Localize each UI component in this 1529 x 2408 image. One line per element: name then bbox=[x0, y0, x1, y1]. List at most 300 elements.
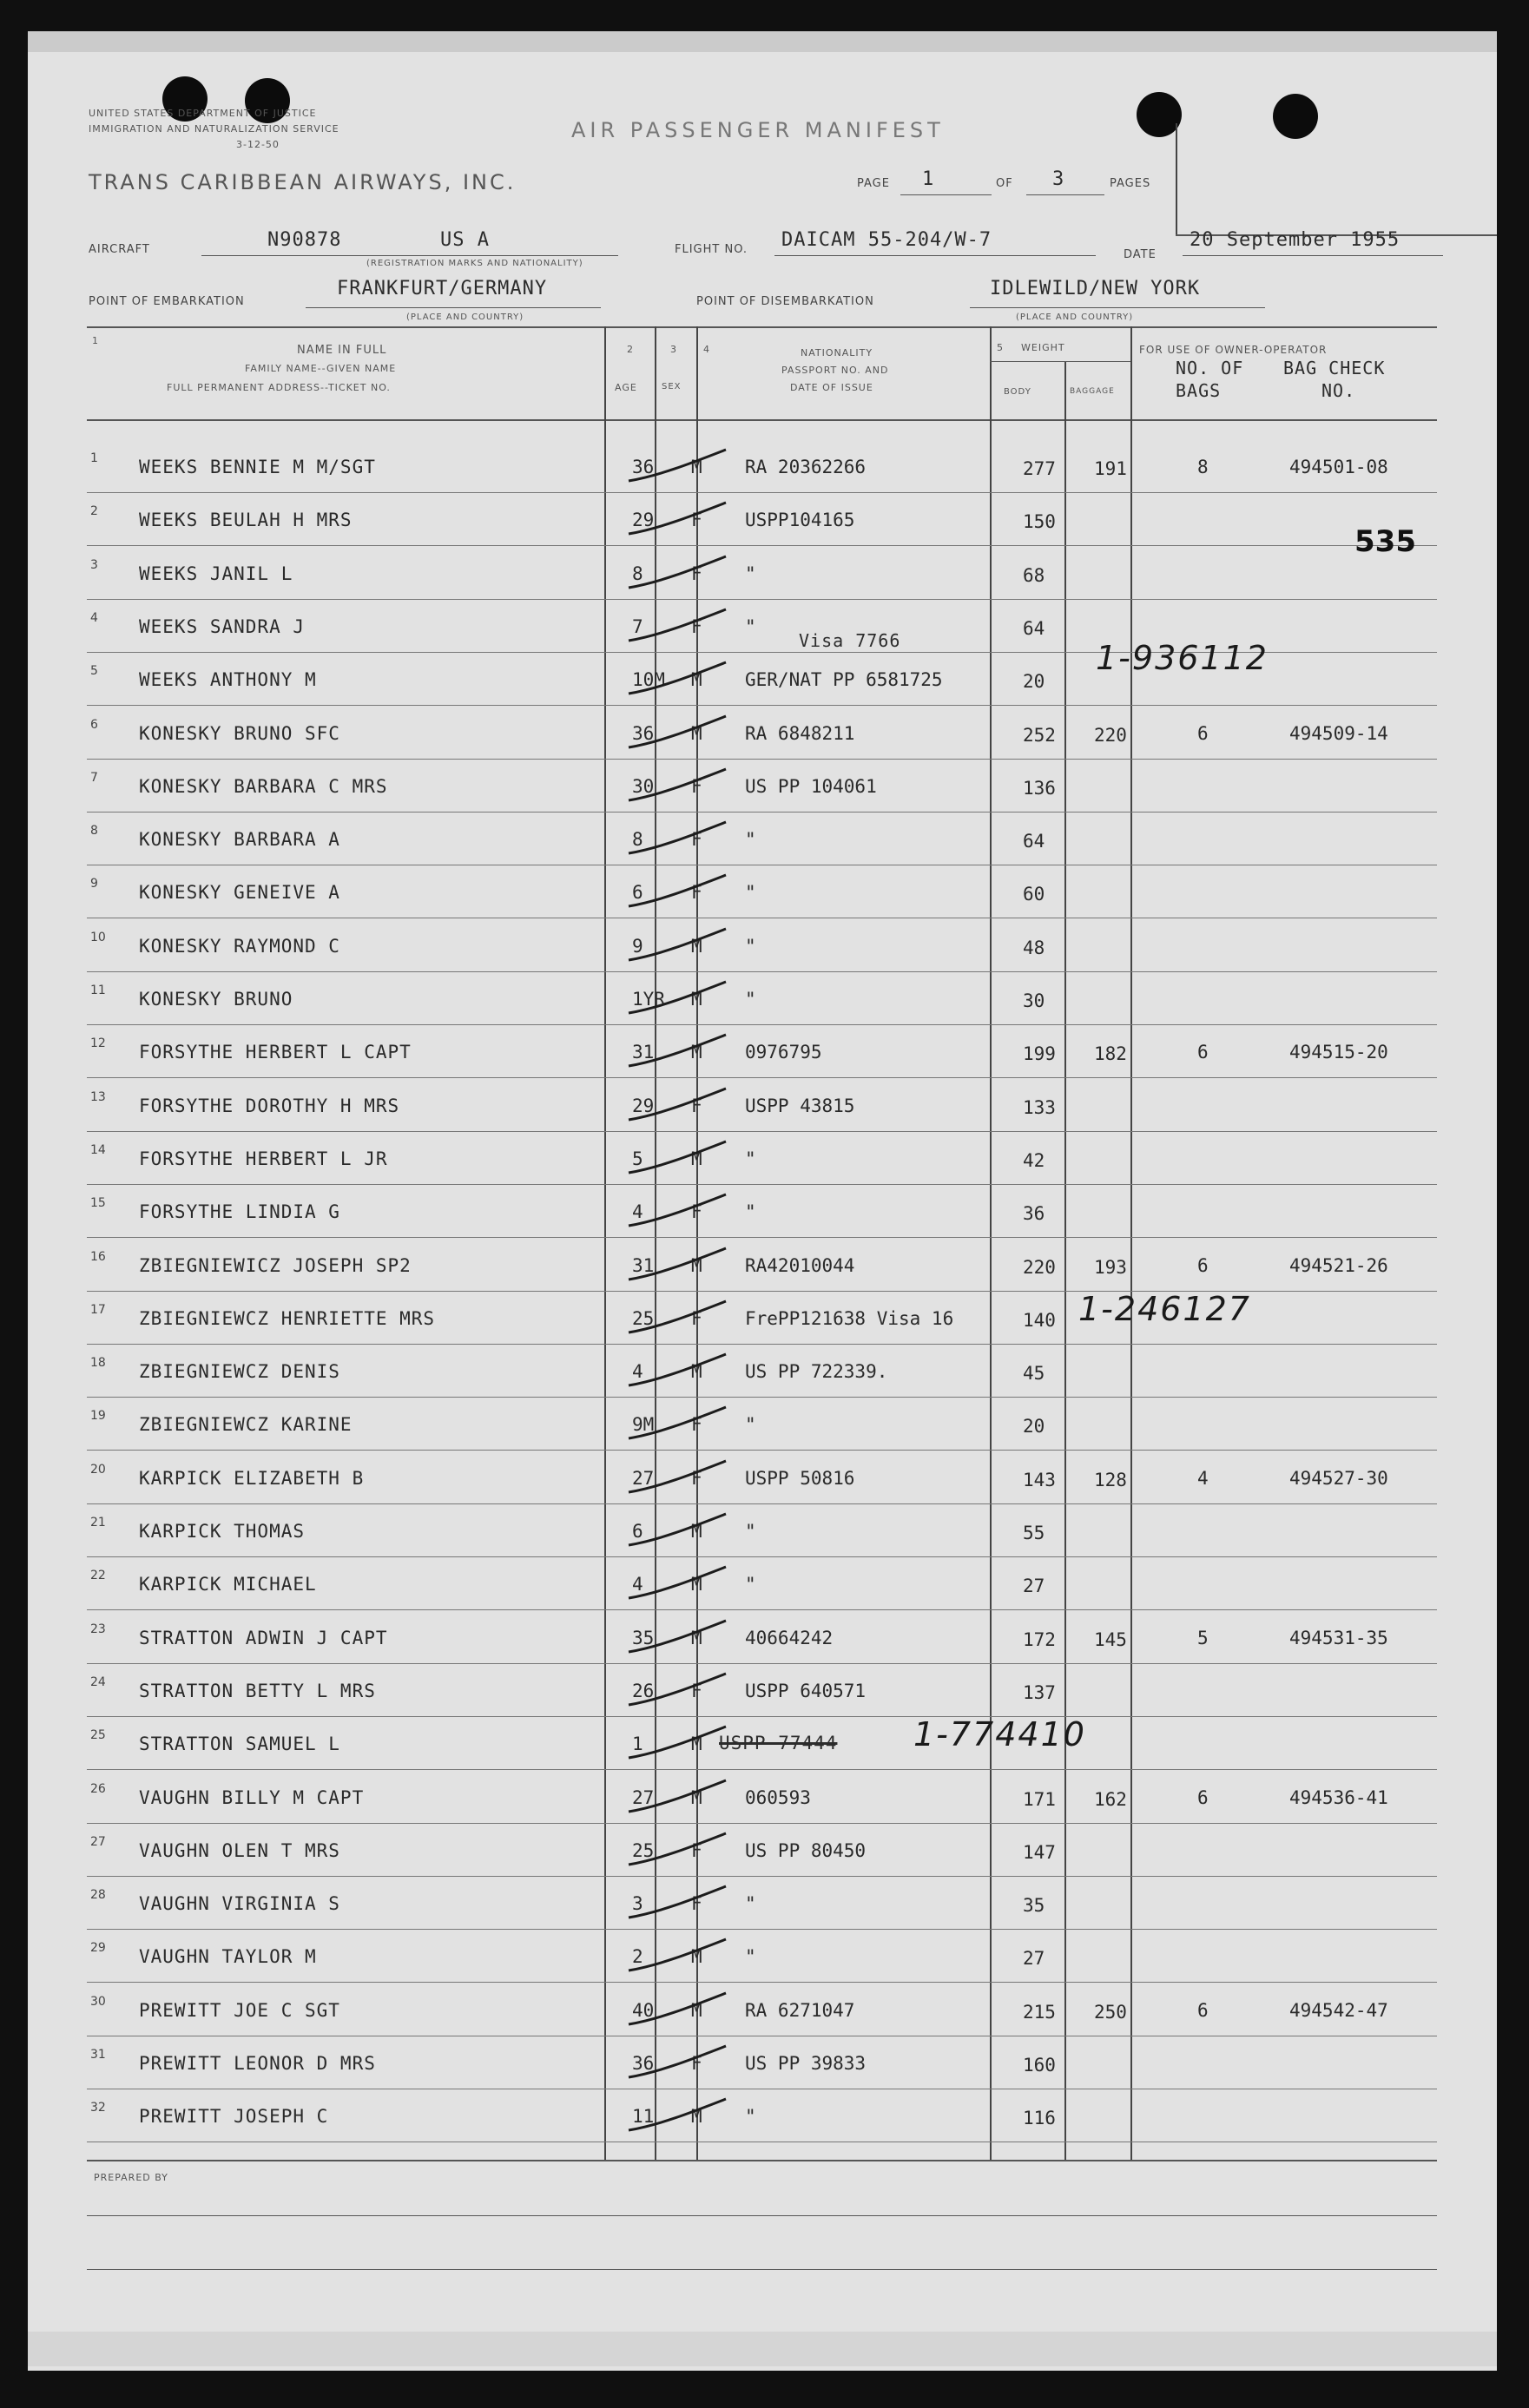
check-slash-mark bbox=[625, 1615, 729, 1655]
table-row bbox=[87, 971, 1437, 1025]
passport-number: " bbox=[745, 882, 756, 904]
passenger-name: STRATTON ADWIN J CAPT bbox=[139, 1627, 388, 1648]
prepared-by-line-2 bbox=[87, 2269, 1437, 2270]
passenger-sex: F bbox=[691, 829, 702, 851]
passenger-sex: M bbox=[691, 1148, 702, 1169]
row-number: 15 bbox=[90, 1196, 106, 1211]
page-number: 1 bbox=[922, 168, 935, 190]
passenger-sex: M bbox=[691, 1734, 702, 1755]
registration-caption: (REGISTRATION MARKS AND NATIONALITY) bbox=[366, 259, 583, 268]
row-number: 2 bbox=[90, 504, 98, 519]
body-weight: 136 bbox=[1023, 777, 1056, 799]
passenger-sex: M bbox=[691, 457, 702, 477]
punch-hole-4 bbox=[1273, 94, 1318, 139]
row-number: 22 bbox=[90, 1569, 106, 1583]
col6a-header-line1: NO. OF bbox=[1176, 358, 1244, 378]
flight-underline bbox=[774, 255, 1096, 256]
col3-number: 3 bbox=[670, 344, 677, 355]
passenger-name: PREWITT JOE C SGT bbox=[139, 1999, 340, 2021]
body-weight: 42 bbox=[1023, 1149, 1045, 1171]
passport-number: USPP104165 bbox=[745, 510, 855, 531]
passenger-sex: F bbox=[691, 1201, 702, 1223]
disembark-label: POINT OF DISEMBARKATION bbox=[696, 295, 874, 308]
passenger-name: ZBIEGNIEWCZ KARINE bbox=[139, 1414, 353, 1436]
check-slash-mark bbox=[625, 1562, 729, 1602]
row-number: 19 bbox=[90, 1409, 106, 1424]
passenger-age: 31 bbox=[632, 1042, 655, 1063]
baggage-weight: 128 bbox=[1094, 1469, 1127, 1490]
passport-number: 0976795 bbox=[745, 1042, 822, 1063]
passport-number: " bbox=[745, 615, 756, 637]
row-number: 9 bbox=[90, 877, 98, 891]
col6-header: FOR USE OF OWNER-OPERATOR bbox=[1139, 344, 1328, 356]
check-slash-mark bbox=[625, 497, 729, 537]
passenger-age: 29 bbox=[632, 1095, 655, 1116]
col1-header-line3: FULL PERMANENT ADDRESS--TICKET NO. bbox=[167, 382, 391, 393]
passport-number: US PP 104061 bbox=[745, 775, 877, 797]
passenger-sex: F bbox=[691, 1414, 702, 1436]
passenger-name: KARPICK THOMAS bbox=[139, 1521, 306, 1542]
baggage-weight: 250 bbox=[1094, 2001, 1127, 2023]
row-number: 7 bbox=[90, 770, 98, 785]
passenger-name: KONESKY GENEIVE A bbox=[139, 882, 340, 904]
col5-number: 5 bbox=[997, 342, 1004, 353]
passenger-age: 7 bbox=[632, 615, 643, 637]
table-header-bottom-line bbox=[87, 419, 1437, 421]
col4-number: 4 bbox=[703, 344, 710, 355]
passenger-name: VAUGHN OLEN T MRS bbox=[139, 1839, 340, 1861]
passenger-name: WEEKS BEULAH H MRS bbox=[139, 510, 353, 531]
bag-check-number: 494527-30 bbox=[1289, 1467, 1388, 1489]
check-slash-mark bbox=[625, 977, 729, 1016]
row-number: 29 bbox=[90, 1941, 106, 1956]
body-weight: 64 bbox=[1023, 831, 1045, 852]
passenger-sex: F bbox=[691, 510, 702, 531]
passport-number: 40664242 bbox=[745, 1627, 834, 1648]
passenger-name: FORSYTHE HERBERT L JR bbox=[139, 1148, 388, 1169]
passenger-sex: F bbox=[691, 2053, 702, 2074]
airline-name: TRANS CARIBBEAN AIRWAYS, INC. bbox=[89, 170, 517, 194]
body-weight: 140 bbox=[1023, 1309, 1056, 1331]
row-number: 23 bbox=[90, 1622, 106, 1636]
passenger-age: 36 bbox=[632, 722, 655, 744]
table-row bbox=[87, 439, 1437, 493]
check-slash-mark bbox=[625, 1828, 729, 1868]
table-row bbox=[87, 706, 1437, 760]
passport-number: RA 6271047 bbox=[745, 1999, 855, 2021]
table-row bbox=[87, 1503, 1437, 1557]
table-row bbox=[87, 1983, 1437, 2036]
table-row bbox=[87, 1238, 1437, 1292]
handwritten-ticket-3: 1-774410 bbox=[913, 1715, 1086, 1753]
passport-number: GER/NAT PP 6581725 bbox=[745, 669, 943, 691]
passenger-age: 29 bbox=[632, 510, 655, 531]
table-row bbox=[87, 1929, 1437, 1983]
passenger-name: FORSYTHE HERBERT L CAPT bbox=[139, 1042, 412, 1063]
table-row bbox=[87, 759, 1437, 813]
check-slash-mark bbox=[625, 1349, 729, 1389]
col5b-header: BAGGAGE bbox=[1070, 387, 1115, 396]
visa-note: Visa 7766 bbox=[799, 630, 901, 651]
passenger-age: 10M bbox=[632, 669, 665, 691]
col6b-header-line2: NO. bbox=[1321, 380, 1356, 401]
table-bottom-line bbox=[87, 2160, 1437, 2161]
prepared-by-line-1 bbox=[87, 2215, 1437, 2216]
passenger-age: 9M bbox=[632, 1414, 655, 1436]
row-number: 16 bbox=[90, 1249, 106, 1264]
passenger-sex: M bbox=[691, 1627, 702, 1648]
handwritten-ticket-1: 1-936112 bbox=[1096, 639, 1269, 677]
body-weight: 199 bbox=[1023, 1043, 1056, 1065]
bag-count: 4 bbox=[1197, 1467, 1209, 1489]
passport-number: " bbox=[745, 1414, 756, 1436]
passport-number: " bbox=[745, 989, 756, 1010]
table-row bbox=[87, 918, 1437, 972]
table-row bbox=[87, 1184, 1437, 1238]
date-underline bbox=[1183, 255, 1443, 256]
passenger-sex: M bbox=[691, 1786, 702, 1808]
passenger-age: 1YR bbox=[632, 989, 665, 1010]
col1-number: 1 bbox=[92, 335, 99, 346]
table-row bbox=[87, 1397, 1437, 1451]
aircraft-country: US A bbox=[440, 229, 490, 251]
check-slash-mark bbox=[625, 657, 729, 697]
passenger-sex: M bbox=[691, 669, 702, 691]
table-row bbox=[87, 2089, 1437, 2142]
row-number: 12 bbox=[90, 1036, 106, 1051]
passport-number: RA 6848211 bbox=[745, 722, 855, 744]
weight-subheader-line bbox=[990, 361, 1130, 362]
bag-count: 6 bbox=[1197, 1042, 1209, 1063]
table-top-line bbox=[87, 326, 1437, 328]
passport-number: " bbox=[745, 1893, 756, 1915]
table-row bbox=[87, 1770, 1437, 1824]
passenger-name: KONESKY BARBARA A bbox=[139, 829, 340, 851]
bag-check-number: 494521-26 bbox=[1289, 1254, 1388, 1276]
page-number-underline bbox=[900, 194, 992, 195]
bag-count: 5 bbox=[1197, 1627, 1209, 1648]
bottom-edge-shading bbox=[28, 2332, 1497, 2366]
row-number: 27 bbox=[90, 1834, 106, 1849]
page-total-underline bbox=[1026, 194, 1104, 195]
passport-number: " bbox=[745, 935, 756, 957]
date-label: DATE bbox=[1124, 248, 1157, 261]
body-weight: 147 bbox=[1023, 1841, 1056, 1863]
passenger-age: 25 bbox=[632, 1307, 655, 1329]
col6a-header-line2: BAGS bbox=[1176, 380, 1222, 401]
table-row bbox=[87, 865, 1437, 918]
passenger-sex: F bbox=[691, 1095, 702, 1116]
passport-number: " bbox=[745, 829, 756, 851]
passport-number: FrePP121638 Visa 16 bbox=[745, 1307, 954, 1329]
body-weight: 252 bbox=[1023, 724, 1056, 746]
row-number: 18 bbox=[90, 1356, 106, 1371]
disembark-caption: (PLACE AND COUNTRY) bbox=[1016, 313, 1134, 322]
table-row bbox=[87, 1663, 1437, 1717]
passenger-age: 40 bbox=[632, 1999, 655, 2021]
row-number: 5 bbox=[90, 664, 98, 679]
body-weight: 150 bbox=[1023, 511, 1056, 533]
check-slash-mark bbox=[625, 870, 729, 910]
body-weight: 27 bbox=[1023, 1576, 1045, 1597]
row-number: 28 bbox=[90, 1888, 106, 1903]
check-slash-mark bbox=[625, 1881, 729, 1921]
passport-number: USPP 50816 bbox=[745, 1467, 855, 1489]
body-weight: 20 bbox=[1023, 671, 1045, 693]
body-weight: 64 bbox=[1023, 617, 1045, 639]
passenger-name: VAUGHN VIRGINIA S bbox=[139, 1893, 340, 1915]
passenger-sex: M bbox=[691, 935, 702, 957]
passenger-sex: F bbox=[691, 1893, 702, 1915]
check-slash-mark bbox=[625, 764, 729, 804]
aircraft-underline bbox=[201, 255, 618, 256]
passenger-sex: F bbox=[691, 1307, 702, 1329]
table-row bbox=[87, 812, 1437, 865]
bag-check-number: 494501-08 bbox=[1289, 457, 1388, 477]
check-slash-mark bbox=[625, 551, 729, 591]
row-number: 4 bbox=[90, 610, 98, 625]
check-slash-mark bbox=[625, 1243, 729, 1283]
passenger-sex: M bbox=[691, 1042, 702, 1063]
body-weight: 30 bbox=[1023, 990, 1045, 1011]
bag-check-number: 494536-41 bbox=[1289, 1786, 1388, 1808]
baggage-weight: 220 bbox=[1094, 724, 1127, 746]
passport-number: " bbox=[745, 1574, 756, 1595]
passenger-age: 1 bbox=[632, 1734, 643, 1755]
header-box-left bbox=[1176, 123, 1177, 236]
body-weight: 60 bbox=[1023, 884, 1045, 905]
col5a-header: BODY bbox=[1004, 387, 1031, 397]
passenger-age: 4 bbox=[632, 1201, 643, 1223]
body-weight: 48 bbox=[1023, 937, 1045, 958]
disembark-underline bbox=[970, 307, 1265, 308]
flight-label: FLIGHT NO. bbox=[675, 243, 748, 256]
check-slash-mark bbox=[625, 1721, 729, 1761]
check-slash-mark bbox=[625, 1988, 729, 2028]
passport-number: " bbox=[745, 563, 756, 584]
passenger-sex: F bbox=[691, 775, 702, 797]
manifest-title: AIR PASSENGER MANIFEST bbox=[571, 118, 945, 142]
passenger-age: 26 bbox=[632, 1680, 655, 1701]
passenger-name: ZBIEGNIEWICZ JOSEPH SP2 bbox=[139, 1254, 412, 1276]
body-weight: 143 bbox=[1023, 1469, 1056, 1490]
passenger-age: 8 bbox=[632, 563, 643, 584]
table-row bbox=[87, 1451, 1437, 1504]
table-row bbox=[87, 546, 1437, 600]
row-number: 17 bbox=[90, 1302, 106, 1317]
passport-number: " bbox=[745, 1201, 756, 1223]
check-slash-mark bbox=[625, 2094, 729, 2134]
passport-number: US PP 39833 bbox=[745, 2053, 867, 2074]
row-number: 3 bbox=[90, 557, 98, 572]
passenger-name: FORSYTHE DOROTHY H MRS bbox=[139, 1095, 400, 1116]
passenger-age: 9 bbox=[632, 935, 643, 957]
passenger-name: STRATTON BETTY L MRS bbox=[139, 1680, 376, 1701]
row-number: 11 bbox=[90, 984, 106, 997]
col2-number: 2 bbox=[627, 344, 634, 355]
passenger-name: WEEKS ANTHONY M bbox=[139, 669, 317, 691]
passenger-sex: F bbox=[691, 1839, 702, 1861]
aircraft-value: N90878 bbox=[267, 229, 342, 251]
passenger-age: 6 bbox=[632, 1521, 643, 1542]
passenger-age: 6 bbox=[632, 882, 643, 904]
passenger-sex: M bbox=[691, 722, 702, 744]
body-weight: 220 bbox=[1023, 1256, 1056, 1278]
bag-count: 6 bbox=[1197, 1786, 1209, 1808]
passenger-age: 36 bbox=[632, 457, 655, 477]
passenger-sex: M bbox=[691, 989, 702, 1010]
passenger-age: 35 bbox=[632, 1627, 655, 1648]
row-number: 26 bbox=[90, 1781, 106, 1796]
body-weight: 35 bbox=[1023, 1895, 1045, 1917]
passenger-age: 5 bbox=[632, 1148, 643, 1169]
passport-number: RA 20362266 bbox=[745, 457, 867, 477]
bag-count: 8 bbox=[1197, 457, 1209, 477]
passenger-sex: M bbox=[691, 2106, 702, 2128]
passenger-name: PREWITT LEONOR D MRS bbox=[139, 2053, 376, 2074]
passenger-age: 36 bbox=[632, 2053, 655, 2074]
embark-label: POINT OF EMBARKATION bbox=[89, 295, 245, 308]
table-row bbox=[87, 1024, 1437, 1078]
check-slash-mark bbox=[625, 444, 729, 484]
passenger-sex: M bbox=[691, 1361, 702, 1383]
passenger-age: 2 bbox=[632, 1946, 643, 1968]
passenger-name: WEEKS JANIL L bbox=[139, 563, 293, 584]
check-slash-mark bbox=[625, 1456, 729, 1496]
table-row bbox=[87, 1131, 1437, 1185]
passenger-name: VAUGHN BILLY M CAPT bbox=[139, 1786, 365, 1808]
passenger-age: 11 bbox=[632, 2106, 655, 2128]
baggage-weight: 162 bbox=[1094, 1788, 1127, 1810]
body-weight: 277 bbox=[1023, 458, 1056, 479]
baggage-weight: 182 bbox=[1094, 1043, 1127, 1065]
body-weight: 215 bbox=[1023, 2001, 1056, 2023]
passport-number: " bbox=[745, 1946, 756, 1968]
passenger-age: 3 bbox=[632, 1893, 643, 1915]
check-slash-mark bbox=[625, 817, 729, 857]
row-number: 1 bbox=[90, 451, 98, 465]
form-date: 3-12-50 bbox=[236, 139, 280, 150]
passenger-age: 30 bbox=[632, 775, 655, 797]
body-weight: 160 bbox=[1023, 2055, 1056, 2076]
check-slash-mark bbox=[625, 1136, 729, 1176]
flight-value: DAICAM 55-204/W-7 bbox=[781, 229, 992, 251]
passenger-sex: M bbox=[691, 1946, 702, 1968]
passport-number: " bbox=[745, 1521, 756, 1542]
check-slash-mark bbox=[625, 1509, 729, 1549]
handwritten-ticket-2: 1-246127 bbox=[1078, 1290, 1251, 1328]
table-row bbox=[87, 492, 1437, 546]
stamp-number: 535 bbox=[1354, 524, 1416, 559]
col4-header-line1: NATIONALITY bbox=[801, 347, 873, 359]
col4-header-line3: DATE OF ISSUE bbox=[790, 382, 873, 393]
passenger-sex: F bbox=[691, 615, 702, 637]
bag-check-number: 494531-35 bbox=[1289, 1627, 1388, 1648]
check-slash-mark bbox=[625, 1030, 729, 1069]
check-slash-mark bbox=[625, 1296, 729, 1336]
passport-number: US PP 722339. bbox=[745, 1361, 888, 1383]
row-number: 10 bbox=[90, 930, 106, 944]
passenger-age: 4 bbox=[632, 1361, 643, 1383]
passenger-name: ZBIEGNIEWCZ DENIS bbox=[139, 1361, 340, 1383]
passport-number: 060593 bbox=[745, 1786, 811, 1808]
row-number: 30 bbox=[90, 1994, 106, 2009]
body-weight: 137 bbox=[1023, 1681, 1056, 1703]
table-row bbox=[87, 1823, 1437, 1877]
passenger-name: KARPICK MICHAEL bbox=[139, 1574, 317, 1595]
body-weight: 133 bbox=[1023, 1096, 1056, 1118]
passport-number: " bbox=[745, 2106, 756, 2128]
passenger-sex: M bbox=[691, 1999, 702, 2021]
passenger-name: PREWITT JOSEPH C bbox=[139, 2106, 329, 2128]
table-row bbox=[87, 1610, 1437, 1664]
table-row bbox=[87, 1078, 1437, 1132]
passenger-sex: M bbox=[691, 1521, 702, 1542]
passenger-age: 27 bbox=[632, 1467, 655, 1489]
passenger-age: 27 bbox=[632, 1786, 655, 1808]
passenger-name: KONESKY BARBARA C MRS bbox=[139, 775, 388, 797]
col6b-header-line1: BAG CHECK bbox=[1283, 358, 1386, 378]
passenger-name: VAUGHN TAYLOR M bbox=[139, 1946, 317, 1968]
col2-header: AGE bbox=[615, 382, 637, 393]
struck-passport: USPP 77444 bbox=[719, 1733, 838, 1753]
passenger-sex: F bbox=[691, 882, 702, 904]
passport-number: USPP 640571 bbox=[745, 1680, 867, 1701]
col3-header: SEX bbox=[662, 382, 682, 391]
col1-header-line2: FAMILY NAME--GIVEN NAME bbox=[245, 363, 397, 374]
body-weight: 20 bbox=[1023, 1416, 1045, 1438]
body-weight: 68 bbox=[1023, 564, 1045, 586]
check-slash-mark bbox=[625, 604, 729, 644]
date-value: 20 September 1955 bbox=[1190, 229, 1400, 251]
passenger-age: 8 bbox=[632, 829, 643, 851]
passenger-name: ZBIEGNIEWCZ HENRIETTE MRS bbox=[139, 1307, 436, 1329]
row-number: 25 bbox=[90, 1728, 106, 1743]
passport-number: " bbox=[745, 1148, 756, 1169]
bag-count: 6 bbox=[1197, 1999, 1209, 2021]
passenger-age: 25 bbox=[632, 1839, 655, 1861]
table-row bbox=[87, 1876, 1437, 1930]
passenger-name: WEEKS SANDRA J bbox=[139, 615, 306, 637]
body-weight: 171 bbox=[1023, 1788, 1056, 1810]
body-weight: 55 bbox=[1023, 1523, 1045, 1543]
table-row bbox=[87, 1556, 1437, 1610]
row-number: 6 bbox=[90, 717, 98, 732]
embark-value: FRANKFURT/GERMANY bbox=[337, 278, 548, 299]
bag-check-number: 494542-47 bbox=[1289, 1999, 1388, 2021]
disembark-value: IDLEWILD/NEW YORK bbox=[990, 278, 1201, 299]
manifest-sheet bbox=[28, 31, 1497, 2371]
table-row bbox=[87, 1344, 1437, 1398]
passport-number: US PP 80450 bbox=[745, 1839, 867, 1861]
body-weight: 36 bbox=[1023, 1203, 1045, 1225]
passenger-age: 31 bbox=[632, 1254, 655, 1276]
body-weight: 172 bbox=[1023, 1628, 1056, 1650]
embark-caption: (PLACE AND COUNTRY) bbox=[406, 313, 524, 322]
col1-header-line1: NAME IN FULL bbox=[297, 344, 387, 357]
bag-count: 6 bbox=[1197, 722, 1209, 744]
baggage-weight: 193 bbox=[1094, 1256, 1127, 1278]
check-slash-mark bbox=[625, 1668, 729, 1708]
row-number: 13 bbox=[90, 1089, 106, 1104]
aircraft-label: AIRCRAFT bbox=[89, 243, 150, 256]
passenger-name: KONESKY RAYMOND C bbox=[139, 935, 340, 957]
passenger-age: 4 bbox=[632, 1574, 643, 1595]
check-slash-mark bbox=[625, 1934, 729, 1974]
check-slash-mark bbox=[625, 924, 729, 964]
page-total: 3 bbox=[1052, 168, 1065, 190]
passenger-sex: F bbox=[691, 1680, 702, 1701]
